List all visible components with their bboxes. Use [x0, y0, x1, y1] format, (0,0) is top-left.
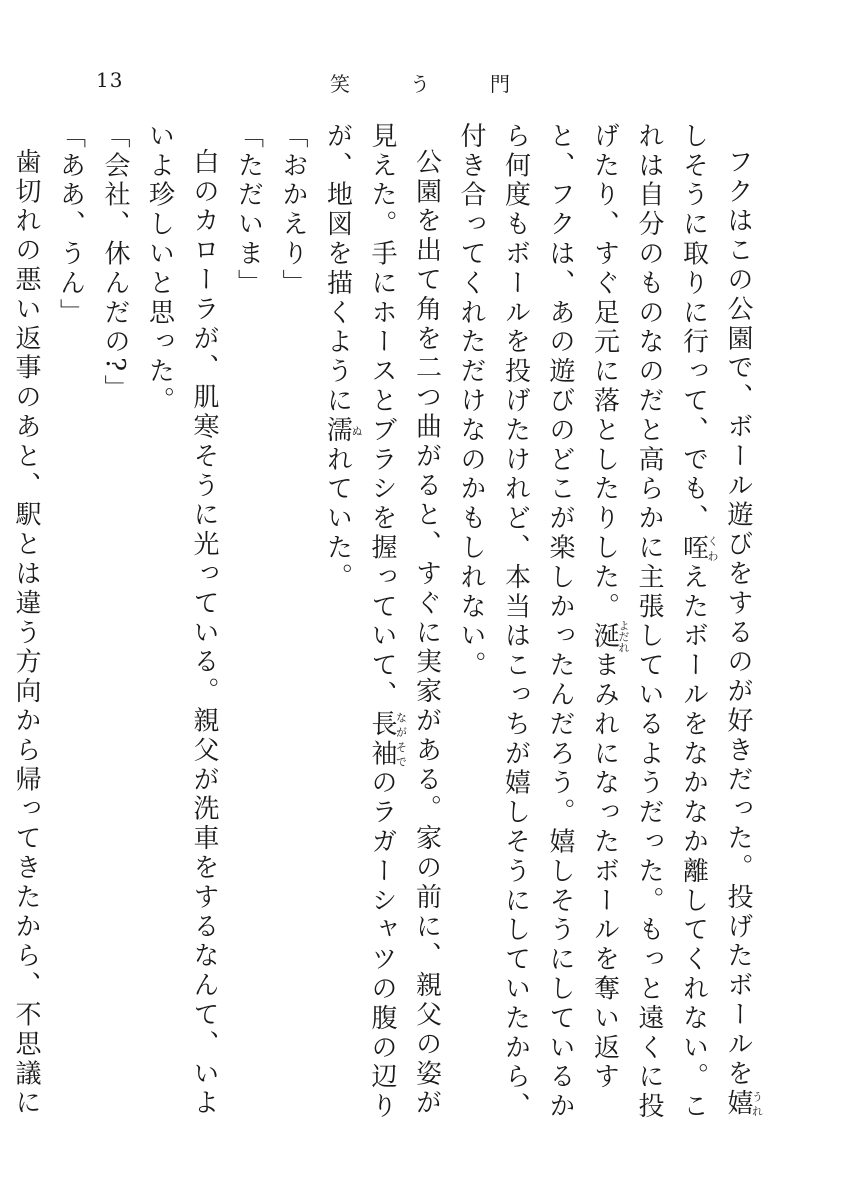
dialogue-line: 「会社、休んだの?」	[100, 122, 130, 404]
running-head-char: 門	[490, 72, 510, 96]
text-run: のラガーシャツの腹の辺りが、地図を描くように	[322, 122, 397, 1122]
ruby-reading: うれ	[750, 1088, 764, 1119]
ruby-base: 涎	[589, 620, 620, 654]
page-number: 13	[96, 68, 124, 92]
paragraph: 白のカローラが、肌寒そうに光っている。親父が洗車をするなんて、いよいよ珍しいと思った。	[144, 122, 219, 1119]
ruby-word	[723, 1088, 764, 1119]
ruby-reading: くわ	[706, 533, 719, 563]
ruby-word	[678, 533, 719, 564]
ruby-word	[589, 620, 630, 654]
ruby-word	[322, 416, 363, 446]
dialogue-line: 「おかえり」	[278, 122, 308, 299]
running-head-char: う	[410, 72, 430, 96]
dialogue-line: 「ただいま」	[233, 122, 264, 299]
running-head	[330, 68, 510, 97]
ruby-base: 濡	[322, 416, 353, 446]
ruby-reading: よだれ	[617, 620, 630, 654]
ruby-base: 咥	[678, 533, 709, 564]
text-run: しそうに取りに行って、でも、	[678, 122, 709, 534]
ruby-base: 長袖	[367, 710, 397, 769]
paragraph: 歯切れの悪い返事のあと、駅とは違う方向から帰ってきたから、不思議に	[11, 148, 41, 1119]
body-text	[11, 122, 764, 1122]
running-head-char: 笑	[330, 72, 350, 96]
paragraph	[315, 122, 449, 1122]
dialogue-line: 「ああ、うん」	[55, 122, 86, 328]
ruby-base: 嬉	[723, 1088, 753, 1119]
text-run: 公園を出て角を二つ曲がると、すぐに実家がある。家の前に、親父の姿が見えた。手にホースとブラシを握っていて、	[367, 122, 442, 1119]
ruby-reading: ながそで	[394, 710, 408, 769]
ruby-reading: ぬ	[350, 416, 363, 446]
ruby-word	[367, 710, 408, 769]
text-run: まみれになったボールを奪い返すと、フクは、あの遊びのどこが楽しかったんだろう。嬉しそうにしているから何度もボールを投げたけれど、本当はこっちが嬉しそうにしていたから、付き合ってくれただけなのかもしれない。	[456, 122, 620, 1122]
text-run: えたボールをなかなか離してくれない。これは自分のものなのだと高らかに主張しているようだった。もっと遠くに投げたり、すぐ足元に落としたりした。	[589, 122, 709, 1122]
text-run: フクはこの公園で、ボール遊びをするのが好きだった。投げたボールを	[723, 148, 753, 1089]
paragraph	[449, 122, 764, 1122]
text-run: れていた。	[322, 445, 353, 593]
